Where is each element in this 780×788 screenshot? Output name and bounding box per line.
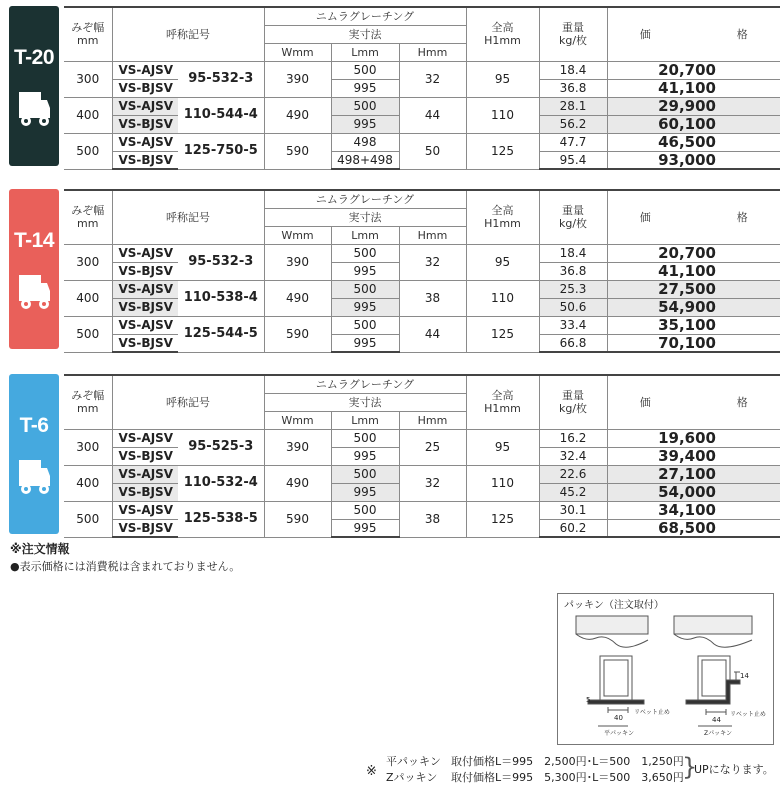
cell-model: VS-BJSV	[112, 334, 178, 352]
header-width-unit: mm	[77, 34, 99, 48]
cell-w: 390	[264, 429, 331, 465]
cell-l: 995	[331, 519, 399, 537]
header-h: Hmm	[399, 43, 466, 61]
cell-weight: 36.8	[539, 79, 607, 97]
dim-40: 40	[614, 714, 623, 722]
cell-weight: 22.6	[539, 465, 607, 483]
header-weight-unit: kg/枚	[558, 402, 588, 416]
cell-price: 54,900	[607, 298, 780, 316]
cell-l: 500	[331, 97, 399, 115]
table-row	[64, 244, 780, 262]
cell-h1: 110	[466, 97, 539, 133]
table-row	[64, 61, 780, 79]
cell-w: 590	[264, 501, 331, 537]
rivet-label-1: リベット止め	[634, 709, 670, 716]
header-weight	[539, 7, 607, 61]
cell-model: VS-AJSV	[112, 280, 178, 298]
header-total-height	[466, 190, 539, 244]
cell-price: 39,400	[607, 447, 780, 465]
cell-h1: 95	[466, 429, 539, 465]
packing-title: パッキン（注文取付）	[564, 600, 664, 611]
cell-h1: 125	[466, 316, 539, 352]
brace: }	[682, 753, 698, 781]
header-price	[607, 375, 780, 429]
cell-weight: 33.4	[539, 316, 607, 334]
cell-width: 500	[64, 501, 112, 537]
header-l: Lmm	[331, 411, 399, 429]
truck-icon	[17, 88, 51, 128]
cell-weight: 16.2	[539, 429, 607, 447]
cell-l: 500	[331, 61, 399, 79]
header-price-1: 価	[639, 27, 651, 41]
header-width	[64, 375, 112, 429]
cell-model: VS-AJSV	[112, 133, 178, 151]
cell-model: VS-AJSV	[112, 244, 178, 262]
cell-weight: 32.4	[539, 447, 607, 465]
header-price	[607, 190, 780, 244]
header-actual: 実寸法	[264, 208, 466, 226]
cell-h: 44	[399, 316, 466, 352]
cell-price: 20,700	[607, 244, 780, 262]
cell-w: 590	[264, 133, 331, 169]
cell-l: 995	[331, 115, 399, 133]
header-price	[607, 7, 780, 61]
cell-l: 500	[331, 501, 399, 519]
caption-flat: 平パッキン	[604, 730, 634, 737]
header-width	[64, 7, 112, 61]
load-class-tab	[9, 374, 59, 534]
cell-model: VS-AJSV	[112, 501, 178, 519]
cell-h1: 125	[466, 501, 539, 537]
header-price-2: 格	[736, 210, 748, 224]
cell-l: 995	[331, 447, 399, 465]
flat-packing-label: 平パッキン	[386, 755, 441, 768]
header-width-label: みぞ幅	[71, 204, 105, 218]
cell-l: 500	[331, 244, 399, 262]
cell-l: 500	[331, 316, 399, 334]
cell-width: 400	[64, 280, 112, 316]
table-row	[64, 280, 780, 298]
cell-l: 995	[331, 483, 399, 501]
packing-figure	[557, 593, 774, 745]
dim-14: 14	[740, 672, 749, 680]
tax-note: ●表示価格には消費税は含まれておりません。	[10, 560, 241, 573]
cell-code: 110-544-4	[178, 97, 264, 133]
cell-model: VS-BJSV	[112, 298, 178, 316]
header-grating: ニムラグレーチング	[264, 7, 466, 25]
cell-w: 590	[264, 316, 331, 352]
cell-h: 50	[399, 133, 466, 169]
header-total-height	[466, 375, 539, 429]
cell-w: 490	[264, 465, 331, 501]
cell-weight: 18.4	[539, 244, 607, 262]
header-code: 呼称記号	[112, 7, 264, 61]
packing-note-mark: ※	[366, 764, 377, 779]
header-weight-label: 重量	[562, 389, 584, 403]
cell-price: 93,000	[607, 151, 780, 169]
rivet-label-2: リベット止め	[730, 711, 766, 718]
load-class-label: T-6	[19, 414, 49, 437]
flat-packing-price: 取付価格L＝995 2,500円･L＝500 1,250円	[451, 755, 684, 768]
order-info-note: ※注文情報	[10, 542, 70, 556]
cell-h: 38	[399, 280, 466, 316]
header-width-unit: mm	[77, 217, 99, 231]
cell-width: 300	[64, 61, 112, 97]
load-class-tab	[9, 6, 59, 166]
cell-l: 500	[331, 465, 399, 483]
header-w: Wmm	[264, 411, 331, 429]
cell-width: 500	[64, 316, 112, 352]
cell-code: 95-532-3	[178, 61, 264, 97]
cell-weight: 50.6	[539, 298, 607, 316]
cell-weight: 66.8	[539, 334, 607, 352]
packing-diagram	[558, 594, 775, 746]
cell-price: 20,700	[607, 61, 780, 79]
cell-l: 500	[331, 429, 399, 447]
header-width-label: みぞ幅	[71, 21, 105, 35]
header-code: 呼称記号	[112, 190, 264, 244]
cell-model: VS-BJSV	[112, 115, 178, 133]
cell-width: 400	[64, 97, 112, 133]
header-width-unit: mm	[77, 402, 99, 416]
cell-price: 27,500	[607, 280, 780, 298]
cell-model: VS-AJSV	[112, 465, 178, 483]
cell-price: 70,100	[607, 334, 780, 352]
cell-w: 390	[264, 244, 331, 280]
header-grating: ニムラグレーチング	[264, 375, 466, 393]
cell-price: 46,500	[607, 133, 780, 151]
header-actual: 実寸法	[264, 393, 466, 411]
header-code: 呼称記号	[112, 375, 264, 429]
cell-model: VS-BJSV	[112, 262, 178, 280]
cell-l: 500	[331, 280, 399, 298]
cell-w: 490	[264, 97, 331, 133]
cell-price: 35,100	[607, 316, 780, 334]
cell-price: 68,500	[607, 519, 780, 537]
cell-h1: 95	[466, 61, 539, 97]
cell-h: 44	[399, 97, 466, 133]
cell-model: VS-BJSV	[112, 483, 178, 501]
table-row	[64, 316, 780, 334]
header-price-2: 格	[736, 27, 748, 41]
header-h: Hmm	[399, 411, 466, 429]
cell-price: 54,000	[607, 483, 780, 501]
cell-l: 498	[331, 133, 399, 151]
cell-h: 32	[399, 465, 466, 501]
header-grating: ニムラグレーチング	[264, 190, 466, 208]
header-l: Lmm	[331, 43, 399, 61]
table-row	[64, 133, 780, 151]
cell-code: 125-544-5	[178, 316, 264, 352]
grating-spec-table	[64, 6, 780, 170]
cell-price: 41,100	[607, 79, 780, 97]
cell-h1: 110	[466, 280, 539, 316]
header-width	[64, 190, 112, 244]
cell-price: 41,100	[607, 262, 780, 280]
cell-weight: 45.2	[539, 483, 607, 501]
cell-l: 995	[331, 262, 399, 280]
header-weight	[539, 190, 607, 244]
cell-model: VS-BJSV	[112, 447, 178, 465]
header-weight-label: 重量	[562, 204, 584, 218]
grating-spec-table	[64, 189, 780, 353]
header-total-unit: H1mm	[484, 34, 521, 48]
load-class-tab	[9, 189, 59, 349]
cell-model: VS-AJSV	[112, 316, 178, 334]
header-total-label: 全高	[491, 389, 514, 403]
header-total-unit: H1mm	[484, 217, 521, 231]
z-packing-label: Zパッキン	[386, 771, 438, 784]
grating-spec-table	[64, 374, 780, 538]
cell-l: 498+498	[331, 151, 399, 169]
header-price-1: 価	[639, 210, 651, 224]
cell-code: 125-538-5	[178, 501, 264, 537]
table-row	[64, 501, 780, 519]
cell-price: 29,900	[607, 97, 780, 115]
truck-icon	[17, 271, 51, 311]
cell-h: 32	[399, 61, 466, 97]
cell-model: VS-BJSV	[112, 79, 178, 97]
load-class-label: T-14	[13, 229, 55, 252]
header-weight	[539, 375, 607, 429]
truck-icon	[17, 456, 51, 496]
header-total-label: 全高	[491, 21, 514, 35]
header-width-label: みぞ幅	[71, 389, 105, 403]
header-total-height	[466, 7, 539, 61]
table-row	[64, 429, 780, 447]
header-weight-unit: kg/枚	[558, 34, 588, 48]
cell-h: 38	[399, 501, 466, 537]
cell-price: 27,100	[607, 465, 780, 483]
packing-suffix: UPになります。	[694, 763, 774, 776]
cell-code: 95-525-3	[178, 429, 264, 465]
cell-price: 19,600	[607, 429, 780, 447]
cell-w: 490	[264, 280, 331, 316]
cell-weight: 25.3	[539, 280, 607, 298]
cell-weight: 36.8	[539, 262, 607, 280]
cell-weight: 60.2	[539, 519, 607, 537]
load-class-label: T-20	[13, 46, 55, 69]
cell-l: 995	[331, 298, 399, 316]
cell-h1: 95	[466, 244, 539, 280]
cell-code: 95-532-3	[178, 244, 264, 280]
z-packing-price: 取付価格L＝995 5,300円･L＝500 3,650円	[451, 771, 684, 784]
header-total-unit: H1mm	[484, 402, 521, 416]
cell-weight: 30.1	[539, 501, 607, 519]
dim-5: 5	[586, 696, 591, 704]
table-row	[64, 465, 780, 483]
header-w: Wmm	[264, 43, 331, 61]
table-row	[64, 97, 780, 115]
cell-w: 390	[264, 61, 331, 97]
cell-model: VS-AJSV	[112, 61, 178, 79]
header-actual: 実寸法	[264, 25, 466, 43]
dim-44: 44	[712, 716, 721, 724]
cell-width: 500	[64, 133, 112, 169]
cell-weight: 56.2	[539, 115, 607, 133]
header-price-1: 価	[639, 395, 651, 409]
cell-h: 32	[399, 244, 466, 280]
header-total-label: 全高	[491, 204, 514, 218]
cell-code: 110-538-4	[178, 280, 264, 316]
cell-model: VS-AJSV	[112, 429, 178, 447]
cell-price: 60,100	[607, 115, 780, 133]
cell-l: 995	[331, 334, 399, 352]
cell-h1: 125	[466, 133, 539, 169]
cell-l: 995	[331, 79, 399, 97]
header-w: Wmm	[264, 226, 331, 244]
cell-price: 34,100	[607, 501, 780, 519]
cell-model: VS-BJSV	[112, 519, 178, 537]
cell-weight: 95.4	[539, 151, 607, 169]
cell-h: 25	[399, 429, 466, 465]
cell-weight: 47.7	[539, 133, 607, 151]
header-weight-label: 重量	[562, 21, 584, 35]
cell-code: 110-532-4	[178, 465, 264, 501]
cell-width: 300	[64, 244, 112, 280]
cell-weight: 28.1	[539, 97, 607, 115]
cell-h1: 110	[466, 465, 539, 501]
cell-width: 400	[64, 465, 112, 501]
cell-weight: 18.4	[539, 61, 607, 79]
header-l: Lmm	[331, 226, 399, 244]
header-h: Hmm	[399, 226, 466, 244]
header-weight-unit: kg/枚	[558, 217, 588, 231]
cell-model: VS-BJSV	[112, 151, 178, 169]
cell-model: VS-AJSV	[112, 97, 178, 115]
cell-code: 125-750-5	[178, 133, 264, 169]
caption-z: Zパッキン	[704, 730, 733, 737]
header-price-2: 格	[736, 395, 748, 409]
cell-width: 300	[64, 429, 112, 465]
